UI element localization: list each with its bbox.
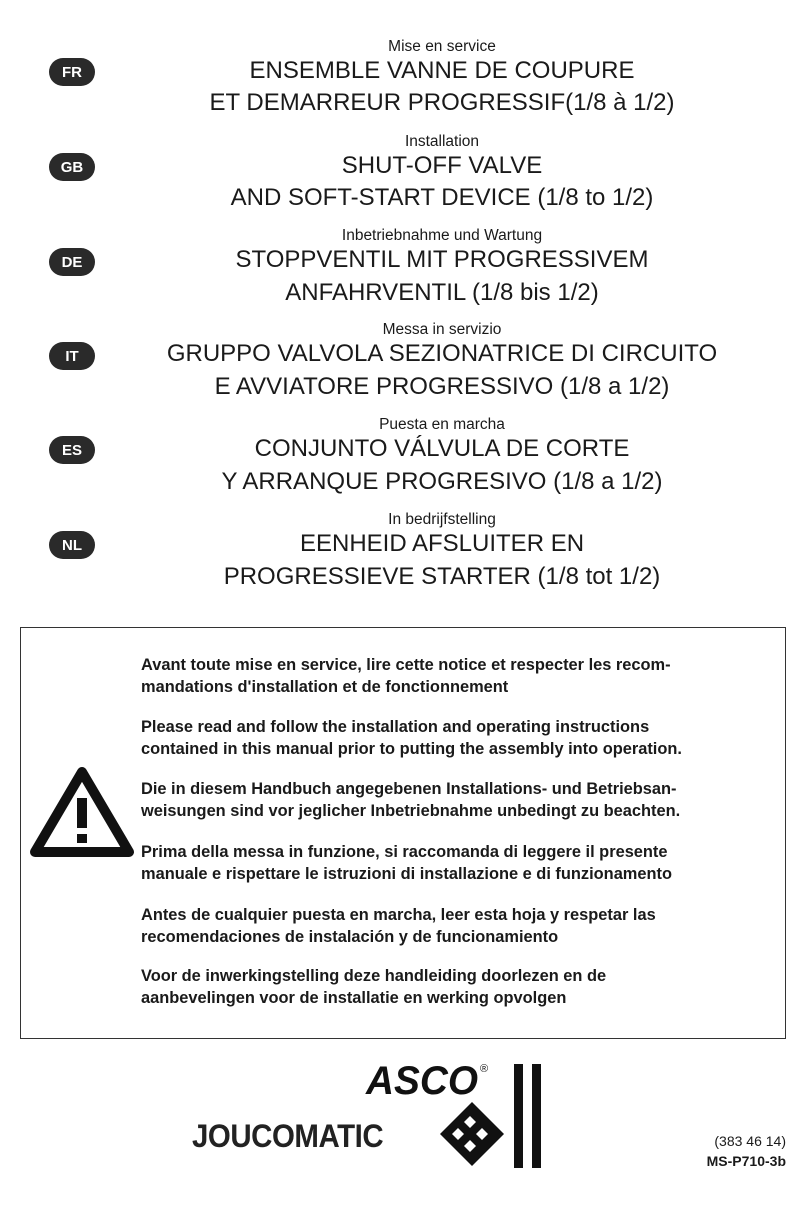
warning-line: weisungen sind vor jeglicher Inbetriebnahme unbedingt zu beachten. — [141, 802, 681, 820]
warning-line: recomendaciones de instalación y de funcionamiento — [141, 928, 559, 946]
warning-paragraph-fr — [141, 654, 769, 698]
warning-line: Prima della messa in funzione, si raccomanda di leggere il presente — [141, 843, 668, 861]
reference-code: (383 46 14) — [714, 1133, 786, 1149]
section-title-line: ANFAHRVENTIL (1/8 bis 1/2) — [285, 279, 599, 306]
warning-line: Please read and follow the installation and operating instructions — [141, 718, 650, 736]
joucomatic-logo-text: JOUCOMATIC — [192, 1118, 384, 1154]
warning-line: mandations d'installation et de fonctionnement — [141, 678, 509, 696]
section-title-line: CONJUNTO VÁLVULA DE CORTE — [254, 435, 630, 462]
language-badge: IT — [49, 342, 95, 370]
section-title-line: EENHEID AFSLUITER EN — [299, 530, 585, 557]
joucomatic-bars-icon — [512, 1064, 544, 1168]
language-badge: ES — [49, 436, 95, 464]
section-subtitle: Inbetriebnahme und Wartung — [341, 227, 543, 244]
section-title-line: PROGRESSIEVE STARTER (1/8 tot 1/2) — [223, 563, 661, 590]
warning-line: aanbevelingen voor de installatie en werking opvolgen — [141, 989, 567, 1007]
warning-line: Die in diesem Handbuch angegebenen Installations- und Betriebsan- — [141, 780, 677, 798]
language-badge: FR — [49, 58, 95, 86]
section-subtitle: Installation — [404, 133, 480, 150]
language-badge: DE — [49, 248, 95, 276]
warning-line: Avant toute mise en service, lire cette notice et respecter les recom- — [141, 656, 671, 674]
warning-paragraph-de — [141, 778, 769, 822]
warning-line: contained in this manual prior to putting the assembly into operation. — [141, 740, 682, 758]
section-subtitle: In bedrijfstelling — [388, 511, 496, 528]
warning-line: manuale e rispettare le istruzioni di installazione e di funzionamento — [141, 865, 672, 883]
warning-paragraph-gb — [141, 716, 769, 760]
warning-line: Voor de inwerkingstelling deze handleiding doorlezen en de — [141, 967, 607, 985]
section-subtitle: Puesta en marcha — [379, 416, 505, 433]
warning-paragraph-es — [141, 904, 769, 948]
joucomatic-diamond-icon — [436, 1098, 508, 1170]
section-subtitle: Mise en service — [388, 38, 496, 55]
language-badge: GB — [49, 153, 95, 181]
warning-line: Antes de cualquier puesta en marcha, leer esta hoja y respetar las — [141, 906, 656, 924]
section-title-line: AND SOFT-START DEVICE (1/8 to 1/2) — [230, 184, 654, 211]
section-title-line: E AVVIATORE PROGRESSIVO (1/8 a 1/2) — [214, 373, 670, 400]
safety-warning-box — [20, 627, 786, 1039]
section-subtitle: Messa in servizio — [382, 321, 502, 338]
section-title-line: SHUT-OFF VALVE — [341, 152, 543, 179]
warning-paragraph-it — [141, 841, 769, 885]
warning-paragraph-nl — [141, 965, 769, 1009]
registered-mark: ® — [480, 1063, 489, 1075]
section-title-line: Y ARRANQUE PROGRESIVO (1/8 a 1/2) — [221, 468, 663, 495]
section-title-line: STOPPVENTIL MIT PROGRESSIVEM — [235, 246, 649, 273]
warning-triangle-icon — [29, 764, 135, 860]
section-title-line: ET DEMARREUR PROGRESSIF(1/8 à 1/2) — [209, 89, 675, 116]
asco-logo — [364, 1060, 494, 1100]
document-code: MS-P710-3b — [706, 1153, 786, 1169]
language-badge: NL — [49, 531, 95, 559]
section-title-line: GRUPPO VALVOLA SEZIONATRICE DI CIRCUITO — [166, 340, 718, 367]
asco-logo-text: ASCO — [365, 1060, 478, 1100]
section-title-line: ENSEMBLE VANNE DE COUPURE — [249, 57, 635, 84]
